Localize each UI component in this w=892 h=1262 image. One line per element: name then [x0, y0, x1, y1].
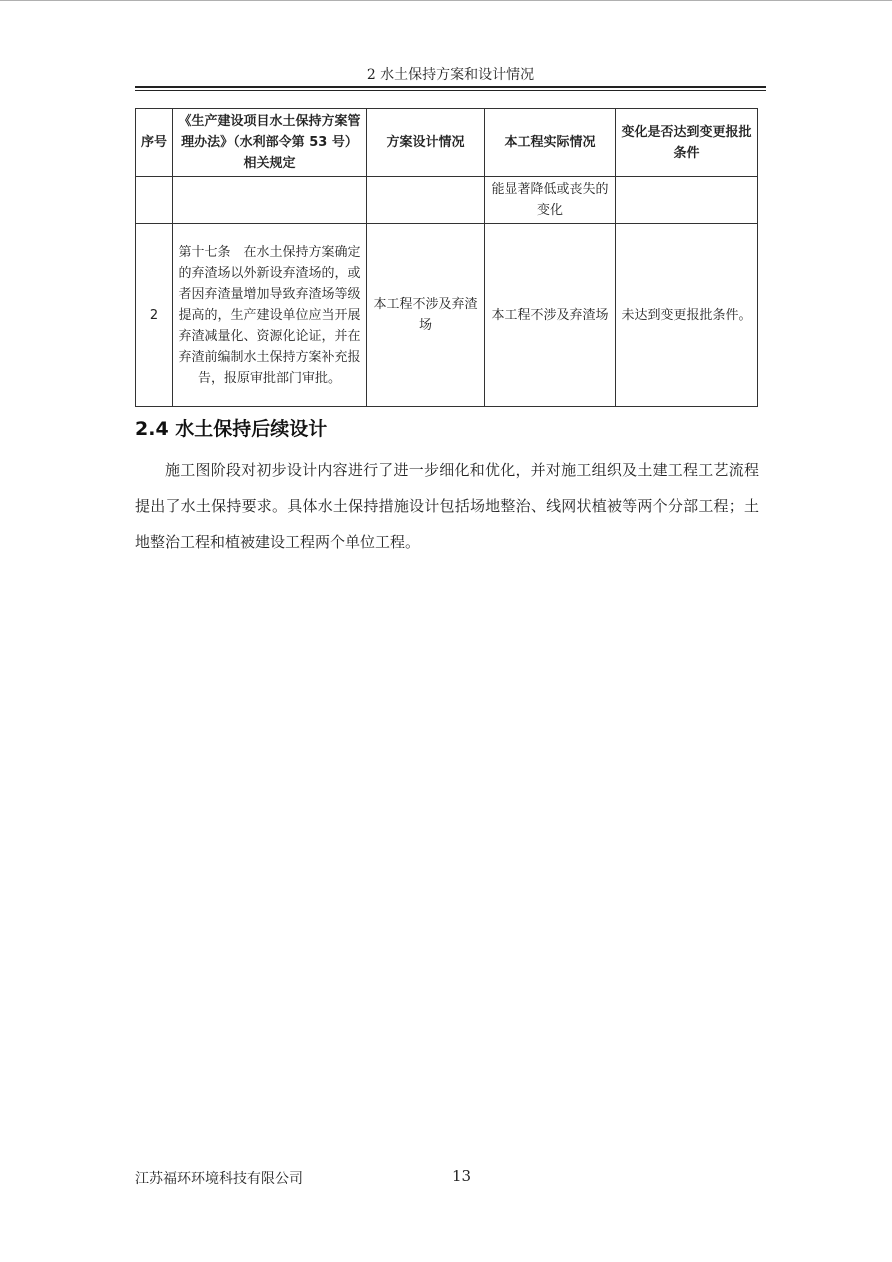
- header-rule: 《生产建设项目水土保持方案管理办法》（水利部令第 53 号）相关规定: [173, 109, 367, 177]
- section-heading: 2.4 水土保持后续设计: [135, 418, 328, 440]
- table-row: [136, 224, 758, 407]
- body-paragraph: 施工图阶段对初步设计内容进行了进一步细化和优化，并对施工组织及土建工程工艺流程提出了水土保持要求。具体水土保持措施设计包括场地整治、线网状植被等两个分部工程；土地整治工程和植被建设工程两个单位工程。: [135, 461, 759, 551]
- cell-rule: [173, 177, 367, 224]
- page-number: 13: [452, 1167, 472, 1185]
- top-border-line: [0, 0, 892, 1]
- header-rule-thick: [135, 86, 766, 88]
- cell-actual: 本工程不涉及弃渣场: [485, 224, 616, 407]
- cell-approval: 未达到变更报批条件。: [616, 224, 758, 407]
- header-no: 序号: [136, 109, 173, 177]
- cell-design: 本工程不涉及弃渣场: [367, 224, 485, 407]
- running-header: 2 水土保持方案和设计情况: [366, 67, 535, 83]
- cell-no: 2: [136, 224, 173, 407]
- header-actual: 本工程实际情况: [485, 109, 616, 177]
- cell-approval: [616, 177, 758, 224]
- footer-company: 江苏福环环境科技有限公司: [135, 1171, 303, 1187]
- table-header-row: [136, 109, 758, 177]
- table-row: [136, 177, 758, 224]
- regulation-comparison-table: [135, 108, 758, 407]
- cell-actual: 能显著降低或丧失的变化: [485, 177, 616, 224]
- cell-no: [136, 177, 173, 224]
- cell-rule: 第十七条 在水土保持方案确定的弃渣场以外新设弃渣场的，或者因弃渣量增加导致弃渣场等级提高的，生产建设单位应当开展弃渣减量化、资源化论证，并在弃渣前编制水土保持方案补充报告，报原审批部门审批。: [173, 224, 367, 407]
- header-approval: 变化是否达到变更报批条件: [616, 109, 758, 177]
- header-rule-thin: [135, 90, 766, 91]
- header-design: 方案设计情况: [367, 109, 485, 177]
- cell-design: [367, 177, 485, 224]
